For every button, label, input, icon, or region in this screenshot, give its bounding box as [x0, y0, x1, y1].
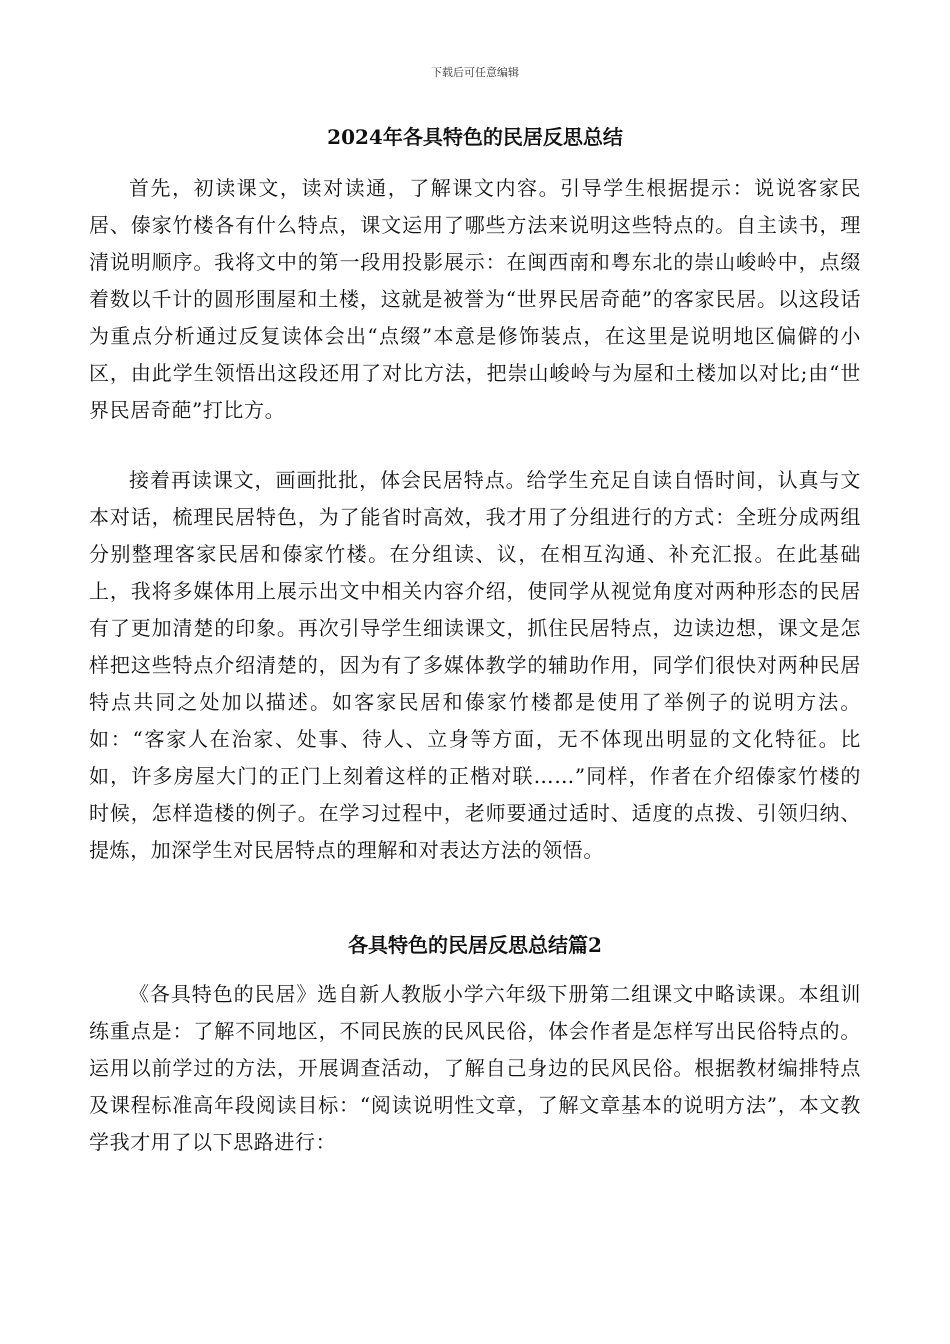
section-2-title: 各具特色的民居反思总结篇2 [348, 933, 602, 957]
document-title: 2024年各具特色的民居反思总结 [327, 125, 623, 149]
paragraph-2: 接着再读课文，画画批批，体会民居特点。给学生充足自读自悟时间，认真与文本对话，梳理民居特色，为了能省时高效，我才用了分组进行的方式：全班分成两组分别整理客家民居和傣家竹楼。在分组读、议，在相互沟通、补充汇报。在此基础上，我将多媒体用上展示出文中相关内容介绍，使同学从视觉角度对两种形态的民居有了更加清楚的印象。再次引导学生细读课文，抓住民居特点，边读边想，课文是怎样把这些特点介绍清楚的，因为有了多媒体教学的辅助作用，同学们很快对两种民居特点共同之处加以描述。如客家民居和傣家竹楼都是使用了举例子的说明方法。如：“客家人在治家、处事、待人、立身等方面，无不体现出明显的文化特征。比如，许多房屋大门的正门上刻着这样的正楷对联……”同样，作者在介绍傣家竹楼的时候，怎样造楼的例子。在学习过程中，老师要通过适时、适度的点拨、引领归纳、提炼，加深学生对民居特点的理解和对表达方法的领悟。 [89, 468, 861, 862]
paragraph-1: 首先，初读课文，读对读通，了解课文内容。引导学生根据提示：说说客家民居、傣家竹楼各有什么特点，课文运用了哪些方法来说明这些特点的。自主读书，理清说明顺序。我将文中的第一段用投影展示：在闽西南和粤东北的崇山峻岭中，点缀着数以千计的圆形围屋和土楼，这就是被誉为“世界民居奇葩”的客家民居。以这段话为重点分析通过反复读体会出“点缀”本意是修饰装点，在这里是说明地区偏僻的小区，由此学生领悟出这段还用了对比方法，把崇山峻岭与为屋和土楼加以对比;由“世界民居奇葩”打比方。 [89, 176, 861, 422]
page-header-note: 下载后可任意编辑 [431, 66, 519, 79]
section-2-paragraph-1: 《各具特色的民居》选自新人教版小学六年级下册第二组课文中略读课。本组训练重点是：了解不同地区，不同民族的民风民俗，体会作者是怎样写出民俗特点的。运用以前学过的方法，开展调查活动，了解自己身边的民风民俗。根据教材编排特点及课程标准高年段阅读目标：“阅读说明性文章，了解文章基本的说明方法”，本文教学我才用了以下思路进行： [89, 982, 861, 1154]
